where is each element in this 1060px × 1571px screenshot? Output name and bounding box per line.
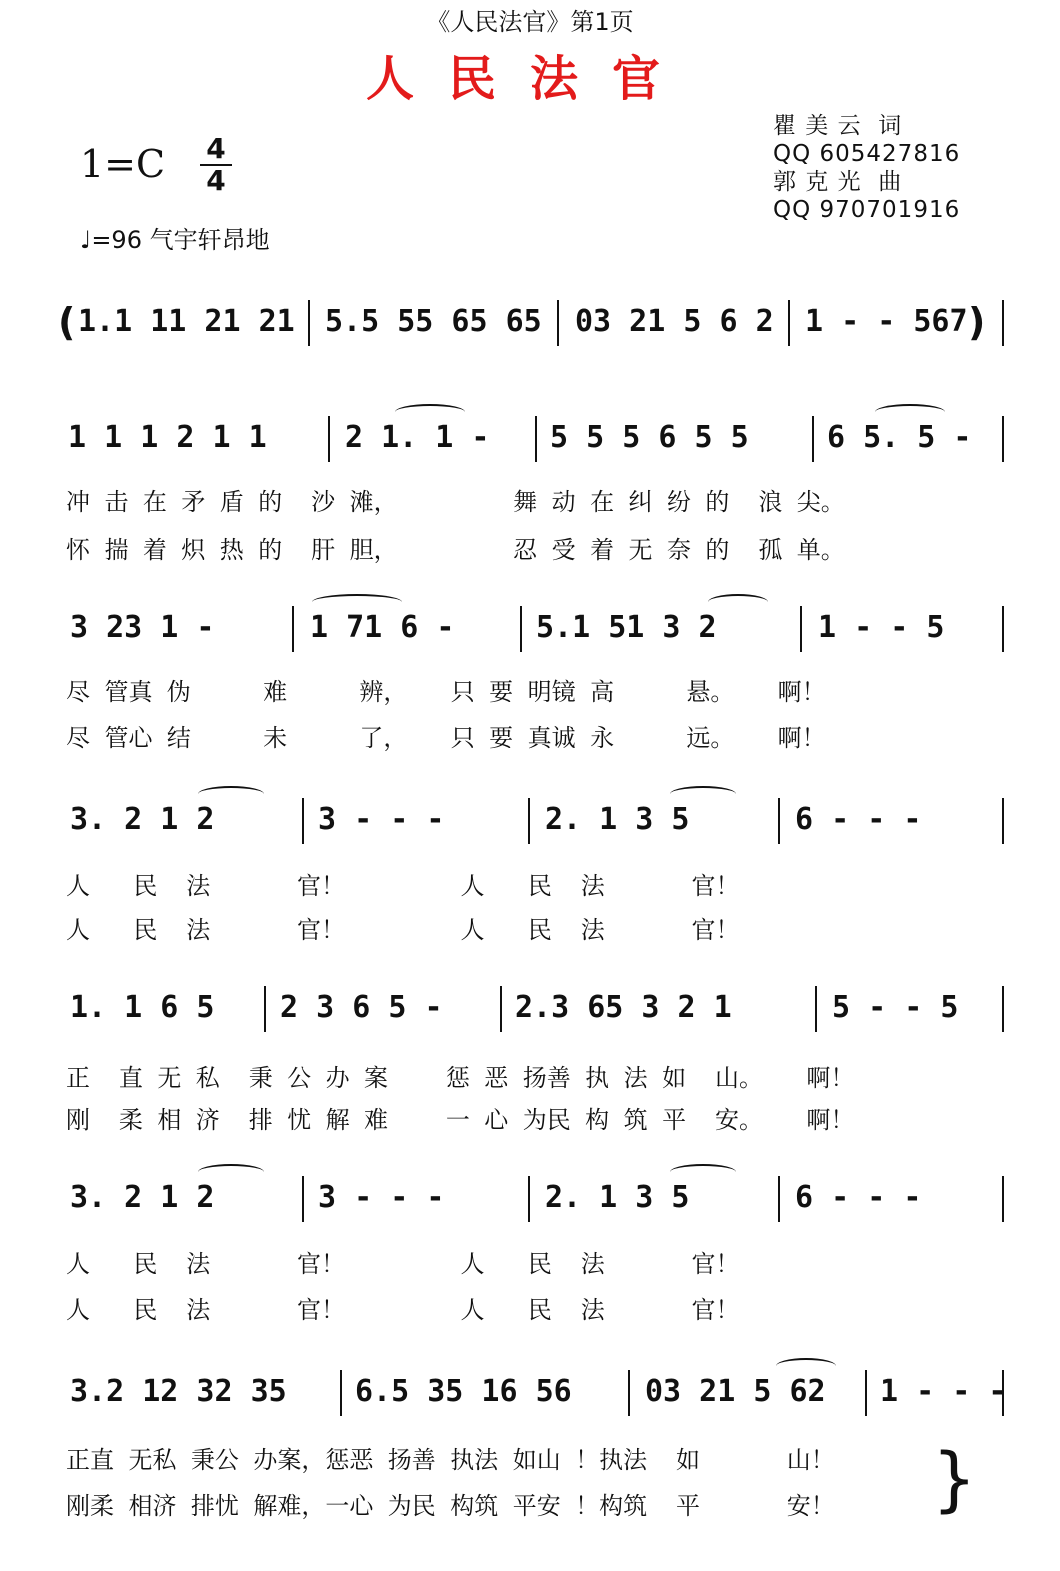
credits: [773, 112, 960, 224]
score-system-4: [0, 790, 1060, 860]
score-system-2: [0, 408, 1060, 478]
measure: 5.5 55 65 65: [325, 304, 542, 339]
measure: 1.1 11 21 21: [78, 304, 295, 339]
lyric-line: 刚 柔 相 济 排 忧 解 难 一 心 为民 构 筑 平 安。 啊！: [66, 1106, 855, 1134]
measure: 5.1 51 3 2: [536, 610, 717, 645]
key-signature: 1=C: [80, 142, 166, 186]
measure: 03 21 5 62: [645, 1374, 826, 1409]
composer: 郭 克 光 曲: [773, 169, 903, 195]
tempo-marking: ♩=96 气宇轩昂地: [80, 226, 270, 254]
time-signature-top: 4: [206, 132, 226, 165]
measure: 2. 1 3 5: [545, 802, 690, 837]
measure: 2. 1 3 5: [545, 1180, 690, 1215]
lyricist: 瞿 美 云 词: [773, 113, 903, 139]
time-signature-bottom: 4: [206, 164, 226, 197]
score-system-7: [0, 1362, 1060, 1432]
measure: 1. 1 6 5: [70, 990, 215, 1025]
measure: 03 21 5 6 2: [575, 304, 774, 339]
measure: 3 - - -: [318, 802, 445, 837]
open-paren: (: [58, 300, 76, 344]
measure: 2 1. 1 -: [345, 420, 490, 455]
lyric-line: 刚柔 相济 排忧 解难，一心 为民 构筑 平安 ！构筑 平 安！: [66, 1492, 835, 1520]
measure: 6 - - -: [795, 802, 922, 837]
measure: 3. 2 1 2: [70, 1180, 215, 1215]
measure: 3.2 12 32 35: [70, 1374, 287, 1409]
time-signature: [200, 132, 232, 197]
lyric-line: 人 民 法 官！ 人 民 法 官！: [66, 916, 740, 944]
measure: 5 5 5 6 5 5: [550, 420, 749, 455]
brace-mark: }: [932, 1438, 977, 1520]
measure: 1 71 6 -: [310, 610, 455, 645]
lyric-line: 人 民 法 官！ 人 民 法 官！: [66, 872, 740, 900]
measure: 3 23 1 -: [70, 610, 215, 645]
measure: 1 - - 5: [818, 610, 945, 645]
measure: 6.5 35 16 56: [355, 1374, 572, 1409]
measure: 3 - - -: [318, 1180, 445, 1215]
lyric-line: 尽 管心 结 未 了， 只 要 真诚 永 远。 啊！: [66, 724, 826, 752]
lyric-line: 人 民 法 官！ 人 民 法 官！: [66, 1296, 740, 1324]
song-title: 人民法官: [365, 51, 694, 107]
close-paren: ): [968, 300, 986, 344]
measure: 1 - - -: [880, 1374, 1007, 1409]
lyric-line: 尽 管真 伪 难 辨， 只 要 明镜 高 悬。 啊！: [66, 678, 826, 706]
score-system-1: [0, 292, 1060, 362]
score-system-5: [0, 978, 1060, 1048]
measure: 2 3 6 5 -: [280, 990, 443, 1025]
lyric-line: 冲 击 在 矛 盾 的 沙 滩， 舞 动 在 纠 纷 的 浪 尖。: [66, 488, 845, 516]
measure: 6 - - -: [795, 1180, 922, 1215]
measure: 1 - - 567: [805, 304, 968, 339]
lyric-line: 人 民 法 官！ 人 民 法 官！: [66, 1250, 740, 1278]
lyricist-qq: QQ 605427816: [773, 141, 961, 167]
lyric-line: 正 直 无 私 秉 公 办 案 惩 恶 扬善 执 法 如 山。 啊！: [66, 1064, 855, 1092]
composer-qq: QQ 970701916: [773, 197, 961, 223]
lyric-line: 正直 无私 秉公 办案，惩恶 扬善 执法 如山 ！执法 如 山！: [66, 1446, 835, 1474]
page-header: 《人民法官》第1页: [426, 8, 634, 36]
measure: 3. 2 1 2: [70, 802, 215, 837]
score-system-3: [0, 598, 1060, 668]
measure: 2.3 65 3 2 1: [515, 990, 732, 1025]
measure: 5 - - 5: [832, 990, 959, 1025]
measure: 6 5. 5 -: [827, 420, 972, 455]
score-system-6: [0, 1168, 1060, 1238]
lyric-line: 怀 揣 着 炽 热 的 肝 胆， 忍 受 着 无 奈 的 孤 单。: [66, 536, 845, 564]
measure: 1 1 1 2 1 1: [68, 420, 267, 455]
